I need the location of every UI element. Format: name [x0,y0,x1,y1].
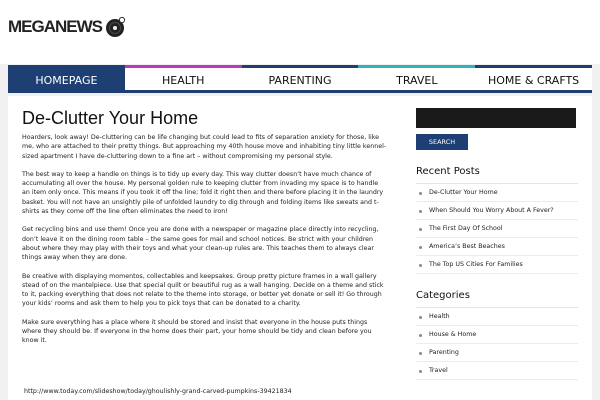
recent-post-link[interactable]: America’s Best Beaches [416,238,578,256]
vinyl-record-icon [104,16,126,38]
category-link[interactable]: Health [416,308,578,326]
recent-post-link[interactable]: De-Clutter Your Home [416,184,578,202]
recent-post-link[interactable]: The First Day Of School [416,220,578,238]
source-url: http://www.today.com/slideshow/today/ghoulishly-grand-carved-pumpkins-39421834 [24,388,292,395]
categories-list [416,308,578,380]
category-link[interactable]: Travel [416,362,578,380]
article-paragraph: Get recycling bins and use them! Once you are done with a newspaper or magazine place directly into recycling, don’t leave it on the dining room table – the same goes for mail and school notices. Be strict with your children about where they may play with their toys and what your clean-up rules are. This teaches them to always clear things away when they are done. [22,226,379,262]
article-paragraph: Be creative with displaying momentos, collectables and keepsakes. Group pretty picture frames in a wall gallery stead of on the mantelpiece. Use that special quilt or beautiful rug as a wall hanging. Decide on a theme and stick to it, packing everything that does not relate to the theme into storage, or better yet donate or sell it! Go through your kids’ rooms and ask them to help you to pick toys that can be donated to a charity. [22,272,384,308]
search-button[interactable]: SEARCH [416,134,468,150]
recent-post-link[interactable]: The Top US Cities For Families [416,256,578,274]
recent-posts-heading: Recent Posts [416,166,578,184]
categories-heading: Categories [416,290,578,308]
site-logo[interactable] [8,16,126,38]
article-title[interactable]: De-Clutter Your Home [22,108,199,128]
main-nav [8,65,592,93]
nav-health[interactable]: HEALTH [125,65,242,90]
search-input[interactable] [416,108,576,128]
category-link[interactable]: Parenting [416,344,578,362]
nav-home-crafts[interactable]: HOME & CRAFTS [475,65,592,90]
header [0,0,600,64]
article [22,108,388,355]
article-paragraph: The best way to keep a handle on things is to tidy up every day. This way clutter doesn’t have much chance of accumulating all over the house. My personal golden rule to keeping clutter from invading my space is to handle an item only once. This means if you took it off the line; fold it right then and there before placing it in the laundry basket. You will not have an unsightly pile of unfolded laundry to dig through and folding items like sweats and t-shirts as they come off the line often eliminates the need to iron! [22,170,384,216]
main-content [8,96,592,400]
article-paragraph: Make sure everything has a place where it should be stored and insist that everyone in the house puts things where they should be. If everyone in the home does their part, your home should be tidy and clean before you know it. [22,318,372,345]
recent-posts-list [416,184,578,274]
article-paragraph: Hoarders, look away! De-cluttering can be life changing but could lead to fits of separation anxiety for those, like me, who are attached to their pretty things. But approaching my 40th house move and inhabiting tiny little kennel-sized apartment I have de-cluttering down to a fine art – without compromising my personal style. [22,134,387,160]
nav-parenting[interactable]: PARENTING [242,65,359,90]
recent-post-link[interactable]: When Should You Worry About A Fever? [416,202,578,220]
category-link[interactable]: House & Home [416,326,578,344]
sidebar [416,108,578,380]
logo-text: MEGANEWS [8,17,102,36]
nav-travel[interactable]: TRAVEL [358,65,475,90]
nav-homepage[interactable]: HOMEPAGE [8,65,125,90]
